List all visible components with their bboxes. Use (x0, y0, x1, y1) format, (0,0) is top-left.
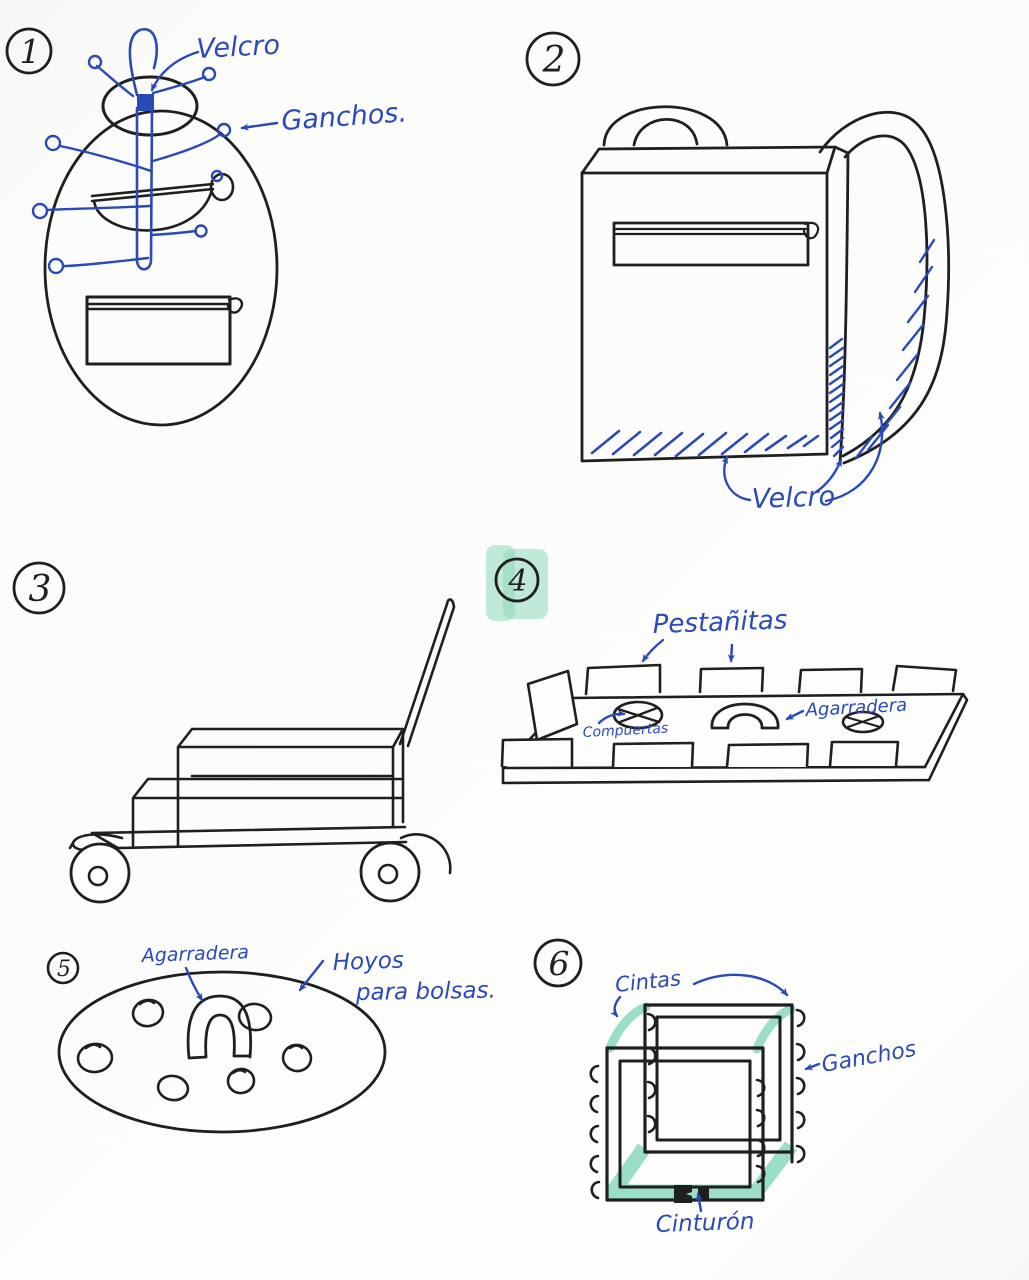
backpack-strap (820, 112, 949, 463)
arrow-pestanitas-a (643, 640, 663, 661)
label-ganchos-1: Ganchos. (280, 97, 408, 137)
figure-1-number: 1 (19, 32, 41, 71)
cart-wheel-right (361, 843, 419, 901)
bag-pocket (87, 297, 230, 364)
backpack-pocket-zipper (616, 223, 818, 238)
label-cinturon: Cinturón (655, 1208, 755, 1238)
figure-5-number: 5 (57, 957, 71, 982)
figure-3-cart (14, 563, 454, 902)
velcro-hatch-side (830, 339, 843, 456)
figure-6-cube-frame (535, 940, 918, 1238)
figure-5-base-disc (48, 941, 496, 1132)
velcro-hatch-bottom (592, 431, 818, 456)
cart-handle (400, 599, 454, 746)
velcro-patch (137, 94, 154, 111)
cart-wheel-left (71, 844, 129, 902)
disc-handle (188, 996, 251, 1058)
tray-back-tabs (586, 665, 956, 694)
label-cintas: Cintas (614, 966, 683, 997)
tray-front-tabs (502, 739, 898, 767)
figure-2-number: 2 (542, 40, 566, 81)
tray-handle (712, 704, 778, 728)
label-velcro-2: Velcro (751, 481, 836, 515)
label-hoyos-line2: para bolsas. (355, 977, 497, 1006)
arrow-agarradera-4 (787, 711, 803, 719)
arrow-cintas-long (694, 975, 787, 995)
figure-4-tray (486, 545, 967, 783)
arrow-ganchos-1 (242, 123, 277, 128)
figure-1-bag-front (7, 29, 408, 425)
backpack-body-front (582, 173, 827, 461)
figure-2-backpack (527, 33, 949, 515)
label-ganchos-6: Ganchos (819, 1036, 919, 1078)
label-hoyos-line1: Hoyos (332, 947, 405, 976)
arrow-velcro-1 (152, 52, 198, 90)
label-compuertas: Compuertas (582, 720, 669, 741)
cube-front-frame-inner (620, 1061, 750, 1187)
bag-pocket-zipper (88, 298, 242, 312)
strap (137, 108, 152, 269)
label-pestanitas: Pestañitas (652, 605, 788, 640)
figure-6-number: 6 (548, 944, 570, 983)
label-agarradera-4: Agarradera (805, 694, 908, 721)
arrow-ganchos-6 (806, 1064, 819, 1069)
arrow-cintas-short (615, 997, 620, 1016)
arrow-velcro-2a (724, 457, 750, 500)
tape-top-right (757, 1009, 791, 1049)
backpack-body-top (582, 147, 848, 462)
velcro-hatch-strap (856, 240, 934, 458)
tray-left-flap (528, 671, 577, 740)
arrow-pestanitas-b (731, 645, 732, 661)
backpack-handle (604, 107, 727, 145)
strap-loop (130, 29, 157, 95)
cart-steps (92, 729, 406, 848)
label-velcro-1: Velcro (195, 29, 281, 65)
figure-4-number: 4 (508, 564, 528, 599)
label-agarradera-5: Agarradera (141, 941, 250, 967)
figure-3-number: 3 (28, 569, 52, 610)
